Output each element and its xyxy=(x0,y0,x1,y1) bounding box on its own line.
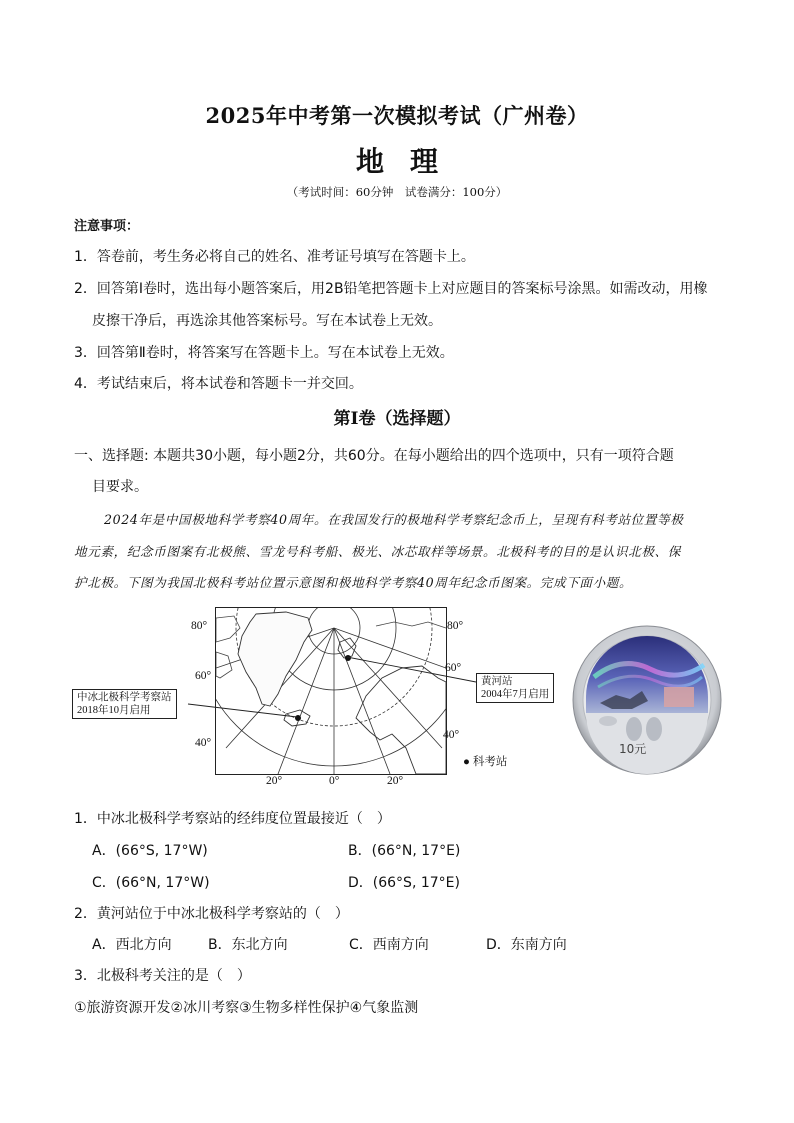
station2-date: 2004年7月启用 xyxy=(481,689,550,700)
passage-line-1: 2024年是中国极地科学考察40周年。在我国发行的极地科学考察纪念币上，呈现有科考站位置等极 xyxy=(104,512,684,527)
coin-image xyxy=(572,625,722,775)
lat-label-40-right: 40° xyxy=(443,729,460,741)
passage-line-2: 地元素，纪念币图案有北极熊、雪龙号科考船、极光、冰芯取样等场景。北极科考的目的是认识北极、保 xyxy=(74,544,681,559)
exam-title: 2025年中考第一次模拟考试（广州卷） xyxy=(205,103,589,128)
lat-label-40-left: 40° xyxy=(195,737,212,749)
station1-date: 2018年10月启用 xyxy=(77,705,151,716)
q1-option-b: B．(66°N, 17°E) xyxy=(348,843,461,859)
question-2-stem: 2．黄河站位于中冰北极科学考察站的（ ） xyxy=(74,906,349,922)
q1-option-c: C．(66°N, 17°W) xyxy=(92,875,210,891)
notice-item-1: 1．答卷前，考生务必将自己的姓名、准考证号填写在答题卡上。 xyxy=(74,249,475,265)
notice-heading: 注意事项： xyxy=(74,219,140,234)
q2-option-a: A．西北方向 xyxy=(92,937,172,953)
notice-item-4: 4．考试结束后，将本试卷和答题卡一并交回。 xyxy=(74,376,363,392)
q2-option-d: D．东南方向 xyxy=(486,937,567,953)
commemorative-coin xyxy=(572,625,722,775)
q1-option-d: D．(66°S, 17°E) xyxy=(348,875,460,891)
section-instruction-cont: 目要求。 xyxy=(92,479,148,495)
subject-title: 地理 xyxy=(355,145,464,178)
question-1-stem: 1．中冰北极科学考察站的经纬度位置最接近（ ） xyxy=(74,811,391,827)
map-legend: ● 科考站 xyxy=(463,756,508,768)
station2-name: 黄河站 xyxy=(481,676,513,687)
lat-label-80-right: 80° xyxy=(447,620,464,632)
notice-item-2: 2．回答第Ⅰ卷时，选出每小题答案后，用2B铅笔把答题卡上对应题目的答案标号涂黑。如需改动，用橡 xyxy=(74,281,708,297)
q1-option-a: A．(66°S, 17°W) xyxy=(92,843,208,859)
lat-label-60-left: 60° xyxy=(195,670,212,682)
notice-item-3: 3．回答第Ⅱ卷时，将答案写在答题卡上。写在本试卷上无效。 xyxy=(74,345,454,361)
station1-name: 中冰北极科学考察站 xyxy=(77,692,172,703)
notice-item-2-cont: 皮擦干净后，再选涂其他答案标号。写在本试卷上无效。 xyxy=(92,313,442,329)
section-instruction: 一、选择题: 本题共30小题，每小题2分，共60分。在每小题给出的四个选项中，只有一项符合题 xyxy=(74,448,674,464)
exam-info: （考试时间：60分钟 试卷满分：100分） xyxy=(286,185,508,199)
lat-label-80-left: 80° xyxy=(191,620,208,632)
q3-options: ①旅游资源开发②冰川考察③生物多样性保护④气象监测 xyxy=(74,1000,419,1016)
lon-label-20e: 20° xyxy=(387,775,404,787)
q2-option-b: B．东北方向 xyxy=(208,937,288,953)
q2-option-c: C．西南方向 xyxy=(349,937,429,953)
lon-label-0: 0° xyxy=(329,775,340,787)
section-title: 第Ⅰ卷（选择题） xyxy=(333,409,461,429)
callout-yellow-river-station xyxy=(476,673,554,703)
lon-label-20w: 20° xyxy=(266,775,283,787)
callout-china-iceland-station xyxy=(72,689,177,719)
coin-value: 10元 xyxy=(619,742,647,756)
question-3-stem: 3．北极科考关注的是（ ） xyxy=(74,968,251,984)
lat-label-60-right: 60° xyxy=(445,662,462,674)
passage-line-3: 护北极。下图为我国北极科考站位置示意图和极地科学考察40周年纪念币图案。完成下面小题。 xyxy=(74,575,633,590)
